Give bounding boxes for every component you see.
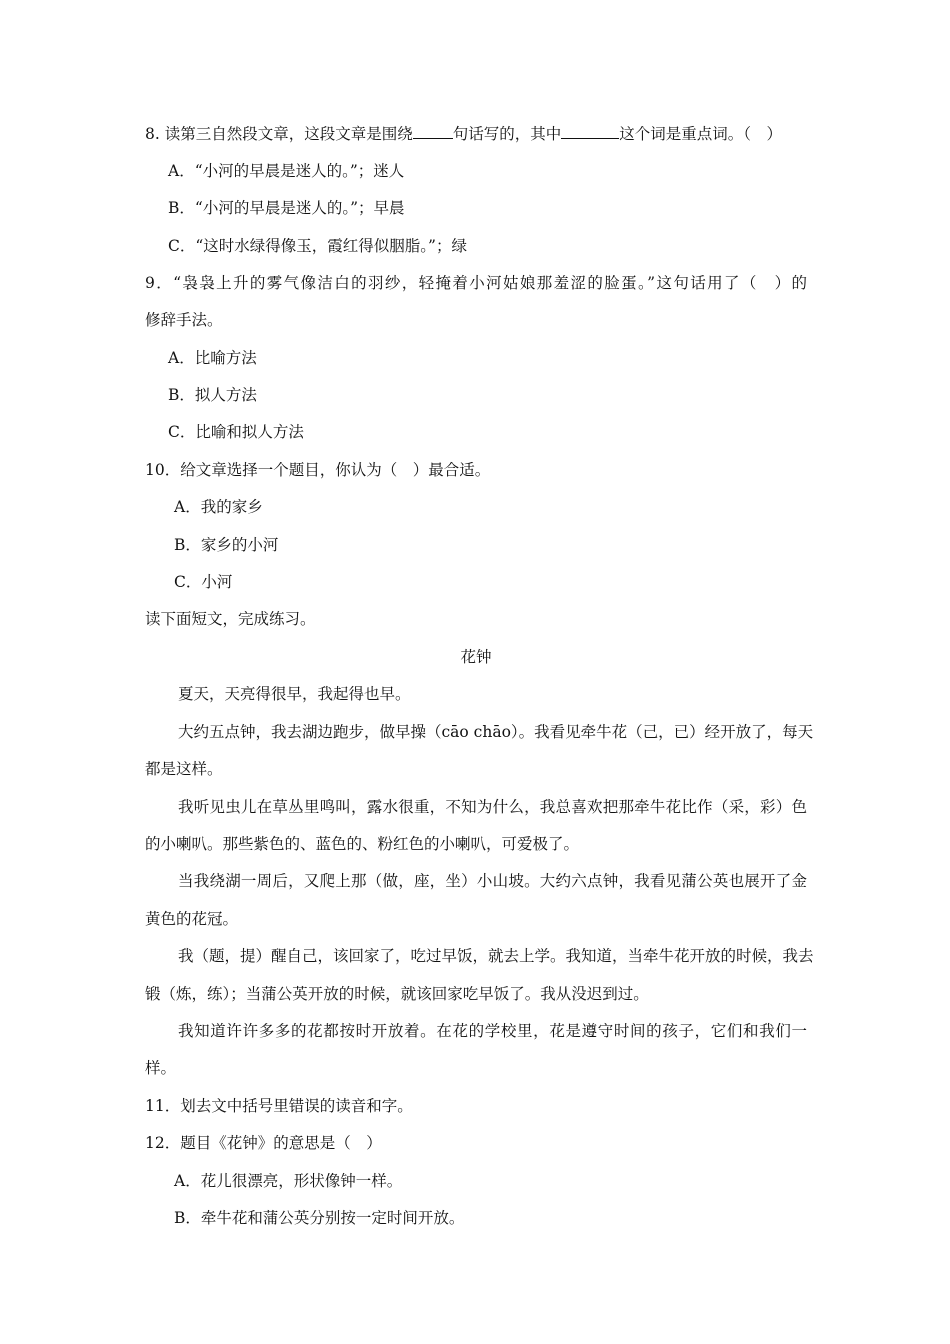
q8-option-a[interactable]: A．“小河的早晨是迷人的。”；迷人 [168,162,405,180]
q8-option-c[interactable]: C．“这时水绿得像玉，霞红得似胭脂。”；绿 [168,237,467,255]
q8-option-b[interactable]: B．“小河的早晨是迷人的。”；早晨 [168,199,405,217]
reading-instruction: 读下面短文，完成练习。 [145,610,316,628]
q10-option-b[interactable]: B．家乡的小河 [174,536,279,554]
passage-line: 我听见虫儿在草丛里鸣叫，露水很重，不知为什么，我总喜欢把那牵牛花比作（采，彩）色 [178,798,807,816]
q9-option-a[interactable]: A．比喻方法 [168,349,257,367]
q8-stem-part-a: 8. 读第三自然段文章，这段文章是围绕 [145,125,413,143]
q8-blank-2[interactable] [561,124,619,139]
q10-option-a[interactable]: A．我的家乡 [174,498,263,516]
q8-stem-part-b: 句话写的，其中 [452,125,562,143]
q9-option-c[interactable]: C．比喻和拟人方法 [168,423,304,441]
q11-stem: 11．划去文中括号里错误的读音和字。 [145,1097,413,1115]
q10-option-c[interactable]: C．小河 [174,573,233,591]
passage-line: 锻（炼，练）；当蒲公英开放的时候，就该回家吃早饭了。我从没迟到过。 [145,985,649,1003]
q12-option-a[interactable]: A．花儿很漂亮，形状像钟一样。 [174,1172,403,1190]
passage-line: 大约五点钟，我去湖边跑步，做早操（cāo chāo）。我看见牵牛花（己，已）经开放了，每天 [178,723,814,741]
q9-stem-line-2: 修辞手法。 [145,311,223,329]
q10-stem: 10．给文章选择一个题目，你认为（ ）最合适。 [145,461,491,479]
passage-title: 花钟 [460,648,492,666]
q9-stem-line-1: 9．“袅袅上升的雾气像洁白的羽纱，轻掩着小河姑娘那羞涩的脸蛋。”这句话用了（ ）的 [145,274,807,292]
passage-line: 当我绕湖一周后，又爬上那（做，座，坐）小山坡。大约六点钟，我看见蒲公英也展开了金 [178,872,807,890]
q8-stem-part-c: 这个词是重点词。（ ） [619,125,782,143]
passage-line: 我知道许许多多的花都按时开放着。在花的学校里，花是遵守时间的孩子，它们和我们一 [178,1022,807,1040]
passage-line: 夏天，天亮得很早，我起得也早。 [178,685,411,703]
passage-line: 都是这样。 [145,760,223,778]
q12-stem: 12．题目《花钟》的意思是（ ） [145,1134,382,1152]
q9-option-b[interactable]: B．拟人方法 [168,386,257,404]
q8-blank-1[interactable] [413,124,453,139]
passage-line: 样。 [145,1059,177,1077]
passage-line: 我（题，提）醒自己，该回家了，吃过早饭，就去上学。我知道，当牵牛花开放的时候，我去 [178,947,814,965]
q8-stem [145,124,807,144]
passage-line: 的小喇叭。那些紫色的、蓝色的、粉红色的小喇叭，可爱极了。 [145,835,580,853]
passage-line: 黄色的花冠。 [145,910,239,928]
q12-option-b[interactable]: B．牵牛花和蒲公英分别按一定时间开放。 [174,1209,465,1227]
